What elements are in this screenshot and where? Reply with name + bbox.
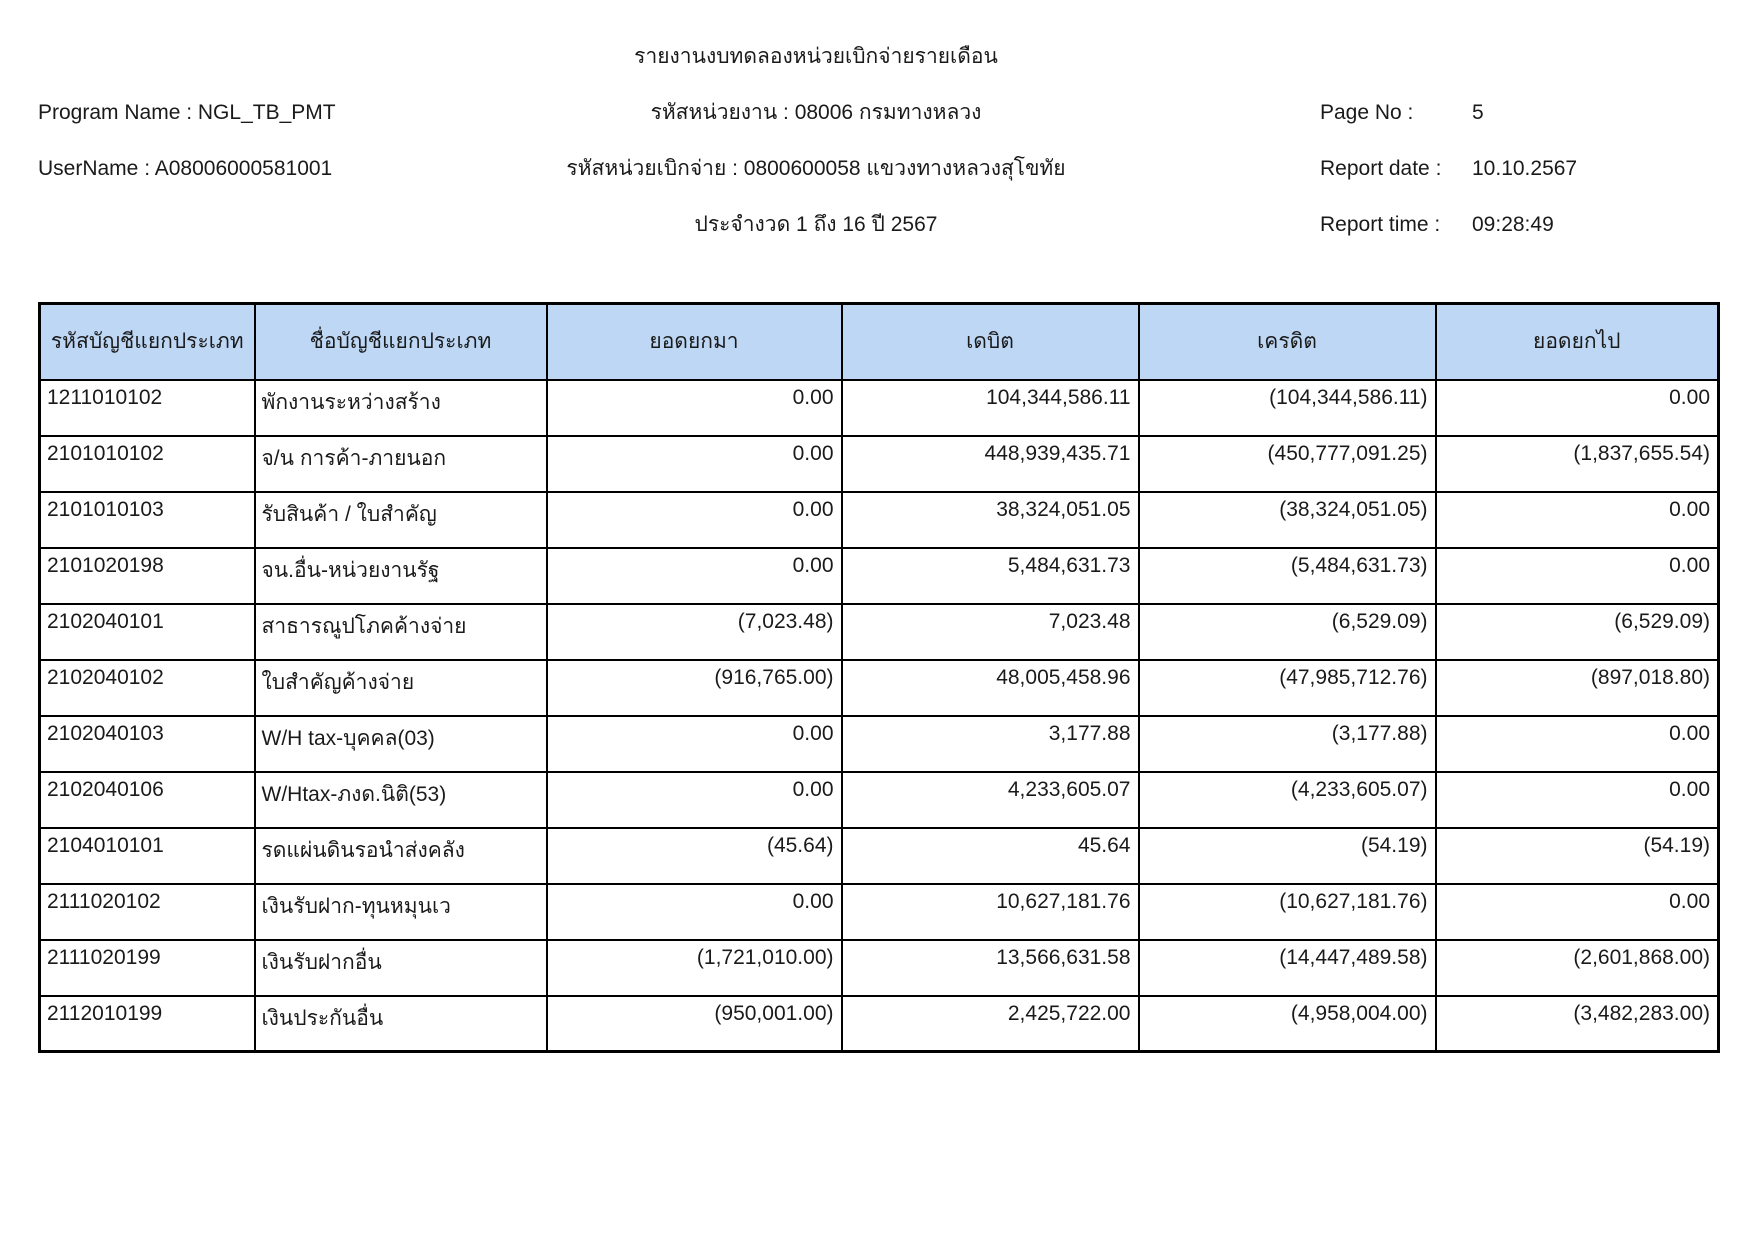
table-row [40, 772, 1719, 828]
page-no-label: Page No : [1320, 101, 1414, 124]
cell-closing-balance: (6,529.09) [1436, 604, 1719, 660]
cell-closing-balance: 0.00 [1436, 492, 1719, 548]
program-name-value: NGL_TB_PMT [197, 101, 336, 124]
table-row [40, 380, 1719, 436]
cell-account-name: W/H tax-บุคคล(03) [255, 716, 547, 772]
cell-debit: 13,566,631.58 [842, 940, 1139, 996]
column-header-opening-balance: ยอดยกมา [547, 304, 842, 380]
cell-opening-balance: 0.00 [547, 884, 842, 940]
table-row [40, 436, 1719, 492]
cell-opening-balance: 0.00 [547, 548, 842, 604]
table-header [40, 304, 1719, 380]
trial-balance-table [38, 302, 1720, 1053]
cell-closing-balance: (2,601,868.00) [1436, 940, 1719, 996]
cell-credit: (5,484,631.73) [1139, 548, 1436, 604]
cell-opening-balance: (45.64) [547, 828, 842, 884]
cell-credit: (38,324,051.05) [1139, 492, 1436, 548]
cell-opening-balance: 0.00 [547, 492, 842, 548]
cell-account-code: 2102040103 [40, 716, 255, 772]
cell-account-code: 2101020198 [40, 548, 255, 604]
cell-closing-balance: (1,837,655.54) [1436, 436, 1719, 492]
table-row [40, 828, 1719, 884]
cell-closing-balance: 0.00 [1436, 772, 1719, 828]
report-date-label: Report date : [1320, 157, 1442, 180]
cell-opening-balance: 0.00 [547, 772, 842, 828]
period-line: ประจำงวด 1 ถึง 16 ปี 2567 [694, 213, 938, 236]
cell-debit: 104,344,586.11 [842, 380, 1139, 436]
cell-account-code: 2102040102 [40, 660, 255, 716]
table-body [40, 380, 1719, 1052]
cell-account-code: 2101010102 [40, 436, 255, 492]
table-row [40, 884, 1719, 940]
cell-closing-balance: (897,018.80) [1436, 660, 1719, 716]
cell-debit: 4,233,605.07 [842, 772, 1139, 828]
cell-debit: 48,005,458.96 [842, 660, 1139, 716]
cell-account-name: ใบสำคัญค้างจ่าย [255, 660, 547, 716]
cell-closing-balance: (3,482,283.00) [1436, 996, 1719, 1052]
report-time-value: 09:28:49 [1472, 213, 1554, 236]
cell-closing-balance: (54.19) [1436, 828, 1719, 884]
table-row [40, 716, 1719, 772]
cell-account-code: 2112010199 [40, 996, 255, 1052]
cell-account-name: รับสินค้า / ใบสำคัญ [255, 492, 547, 548]
cell-credit: (14,447,489.58) [1139, 940, 1436, 996]
cell-account-name: พักงานระหว่างสร้าง [255, 380, 547, 436]
cell-debit: 2,425,722.00 [842, 996, 1139, 1052]
cell-closing-balance: 0.00 [1436, 380, 1719, 436]
cell-opening-balance: 0.00 [547, 436, 842, 492]
cell-account-name: สาธารณูปโภคค้างจ่าย [255, 604, 547, 660]
cell-account-name: รดแผ่นดินรอนำส่งคลัง [255, 828, 547, 884]
cell-account-code: 2102040101 [40, 604, 255, 660]
cell-opening-balance: (1,721,010.00) [547, 940, 842, 996]
cell-credit: (450,777,091.25) [1139, 436, 1436, 492]
cell-debit: 10,627,181.76 [842, 884, 1139, 940]
program-name-line [38, 100, 336, 126]
column-header-debit: เดบิต [842, 304, 1139, 380]
cell-opening-balance: (7,023.48) [547, 604, 842, 660]
report-time-label: Report time : [1320, 213, 1441, 236]
cell-account-name: เงินรับฝาก-ทุนหมุนเว [255, 884, 547, 940]
cell-debit: 448,939,435.71 [842, 436, 1139, 492]
table-row [40, 492, 1719, 548]
table-row [40, 604, 1719, 660]
cell-debit: 7,023.48 [842, 604, 1139, 660]
cell-account-code: 2102040106 [40, 772, 255, 828]
cell-credit: (6,529.09) [1139, 604, 1436, 660]
table-header-row [40, 304, 1719, 380]
cell-opening-balance: 0.00 [547, 716, 842, 772]
cell-credit: (104,344,586.11) [1139, 380, 1436, 436]
cell-debit: 5,484,631.73 [842, 548, 1139, 604]
table-row [40, 660, 1719, 716]
cell-account-code: 2111020102 [40, 884, 255, 940]
cell-account-code: 2111020199 [40, 940, 255, 996]
cell-opening-balance: 0.00 [547, 380, 842, 436]
disbursement-code-line: รหัสหน่วยเบิกจ่าย : 0800600058 แขวงทางหลวงสุโขทัย [566, 157, 1066, 180]
cell-closing-balance: 0.00 [1436, 716, 1719, 772]
column-header-closing-balance: ยอดยกไป [1436, 304, 1719, 380]
cell-account-name: จน.อื่น-หน่วยงานรัฐ [255, 548, 547, 604]
cell-closing-balance: 0.00 [1436, 548, 1719, 604]
cell-debit: 38,324,051.05 [842, 492, 1139, 548]
cell-credit: (4,958,004.00) [1139, 996, 1436, 1052]
cell-account-name: W/Htax-ภงด.นิติ(53) [255, 772, 547, 828]
report-date-value: 10.10.2567 [1472, 157, 1578, 180]
page-no-value: 5 [1472, 101, 1484, 124]
cell-credit: (47,985,712.76) [1139, 660, 1436, 716]
cell-opening-balance: (916,765.00) [547, 660, 842, 716]
table-row [40, 940, 1719, 996]
cell-opening-balance: (950,001.00) [547, 996, 842, 1052]
column-header-account-code: รหัสบัญชีแยกประเภท [40, 304, 255, 380]
column-header-account-name: ชื่อบัญชีแยกประเภท [255, 304, 547, 380]
cell-credit: (3,177.88) [1139, 716, 1436, 772]
program-name-label: Program Name : [38, 101, 193, 124]
cell-debit: 3,177.88 [842, 716, 1139, 772]
username-label: UserName : [38, 157, 151, 180]
username-line [38, 156, 332, 182]
username-value: A08006000581001 [154, 157, 333, 180]
cell-account-code: 1211010102 [40, 380, 255, 436]
cell-account-code: 2104010101 [40, 828, 255, 884]
cell-account-name: เงินประกันอื่น [255, 996, 547, 1052]
table-row [40, 548, 1719, 604]
cell-credit: (10,627,181.76) [1139, 884, 1436, 940]
table-row [40, 996, 1719, 1052]
cell-account-code: 2101010103 [40, 492, 255, 548]
column-header-credit: เครดิต [1139, 304, 1436, 380]
cell-credit: (54.19) [1139, 828, 1436, 884]
cell-credit: (4,233,605.07) [1139, 772, 1436, 828]
cell-account-name: เงินรับฝากอื่น [255, 940, 547, 996]
cell-account-name: จ/น การค้า-ภายนอก [255, 436, 547, 492]
page-title: รายงานงบทดลองหน่วยเบิกจ่ายรายเดือน [634, 45, 998, 68]
cell-closing-balance: 0.00 [1436, 884, 1719, 940]
agency-code-line: รหัสหน่วยงาน : 08006 กรมทางหลวง [650, 101, 982, 124]
cell-debit: 45.64 [842, 828, 1139, 884]
